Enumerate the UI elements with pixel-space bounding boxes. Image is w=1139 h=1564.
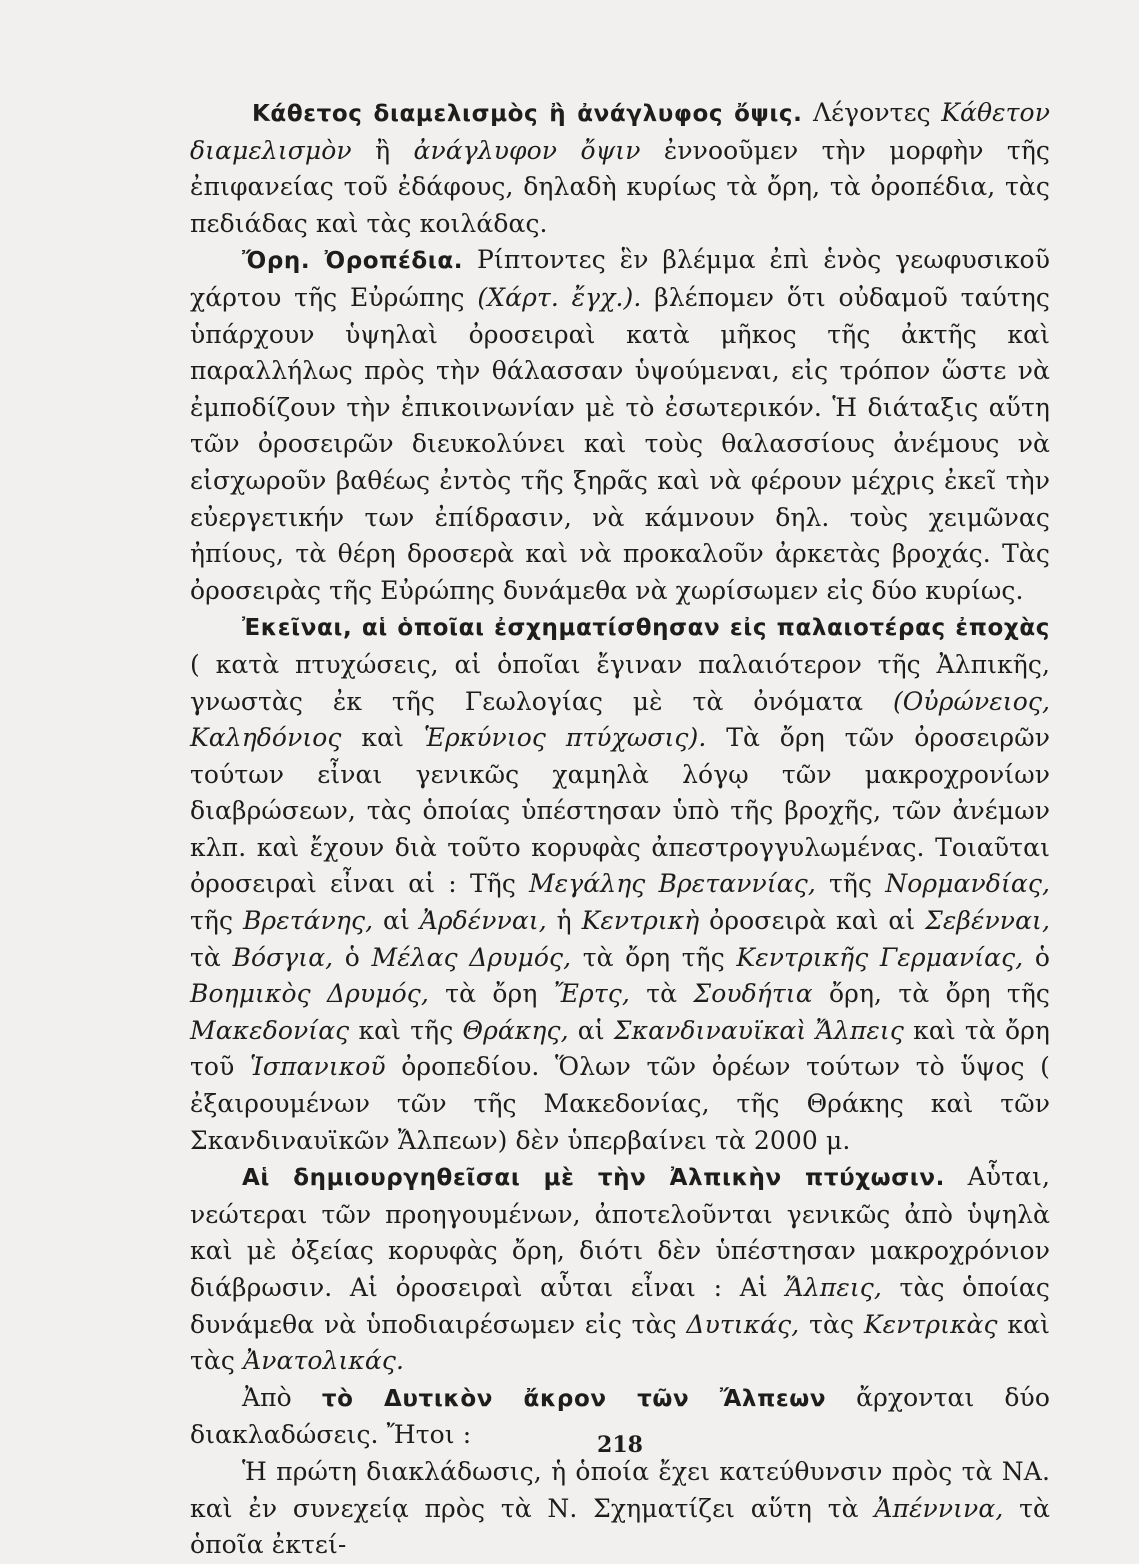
italic-text: ἀνάγλυφον ὄψιν [413, 135, 641, 165]
body-text-run: ὀροσειρὰ καὶ αἱ [699, 906, 926, 936]
paragraph-heading: Κάθετος διαμελισμὸς ἢ ἀνάγλυφος ὄψις. [252, 101, 803, 127]
body-text-run: ὁ [1023, 942, 1050, 972]
page-number: 218 [597, 1432, 643, 1458]
italic-text: (Οὐρώνειος, Καληδόνιος [190, 686, 1050, 753]
body-text-run: τῆς [815, 869, 886, 899]
italic-text: Σκανδιναυϊκαὶ Ἄλπεις [613, 1015, 904, 1045]
paragraph-older-ranges [190, 609, 1050, 1159]
body-text-run: Τὰ ὄρη τῶν ὀροσειρῶν τούτων εἶναι γενικῶς χαμηλὰ λόγῳ τῶν μακροχρονίων διαβρώσεων, τὰς ὁποίας ὑπέστησαν ὑπὸ τῆς βροχῆς, τῶν ἀνέμων κλπ. καὶ ἔχουν διὰ τοῦτο κορυφὰς ἀπεστρογγυλωμένας. Τοιαῦται ὀροσειραὶ εἶναι αἱ : Τῆς [190, 723, 1050, 899]
paragraph-relief [190, 95, 1050, 242]
body-text-run: Ἡ πρώτη διακλάδωσις, ἡ ὁποία ἔχει κατεύθυνσιν πρὸς τὰ ΝΑ. καὶ ἐν συνεχείᾳ πρὸς τὰ Ν. Σχηματίζει αὕτη τὰ [190, 1456, 1050, 1523]
body-text-run: ( κατὰ πτυχώσεις, αἱ ὁποῖαι ἔγιναν παλαιότερον τῆς Ἀλπικῆς, γνωστὰς ἐκ τῆς Γεωλογίας μὲ τὰ ὀνόματα [190, 649, 1050, 716]
italic-text: Μέλας Δρυμός, [371, 942, 572, 972]
italic-text: Κεντρικὴ [581, 906, 700, 936]
paragraph-first-branch [190, 1454, 1050, 1564]
body-text-run: ὀροπεδίου. Ὅλων τῶν ὀρέων τούτων τὸ ὕψος ( ἐξαιρουμένων τῶν τῆς Μακεδονίας, τῆς Θράκης καὶ τῶν Σκανδιναυϊκῶν Ἄλπεων) δὲν ὑπερβαίνει τὰ 2000 μ. [190, 1052, 1050, 1155]
paragraph-mountains-plateaus [190, 242, 1050, 609]
italic-text: Ἀρδένναι, [419, 906, 547, 936]
paragraph-alpine-folding [190, 1159, 1050, 1380]
body-text-run: τὰ [190, 942, 233, 972]
body-text-run: καὶ τὰς [190, 1309, 1051, 1376]
italic-text: Ἀπέννινα, [874, 1493, 1004, 1523]
italic-text: Ἔρτς, [553, 979, 630, 1009]
body-text-run: Αὗται, νεώτεραι τῶν προηγουμένων, ἀποτελοῦνται γενικῶς ἀπὸ ὑψηλὰ καὶ μὲ ὀξείας κορυφὰς ὄρη, διότι δὲν ὑπέστησαν μακροχρόνιον διάβρωσιν. Αἱ ὀροσειραὶ αὗται εἶναι : Αἱ [190, 1162, 1050, 1302]
body-text-run: καὶ τῆς [349, 1015, 463, 1045]
italic-text: Ἀνατολικάς. [243, 1346, 405, 1376]
bold-text: τὸ Δυτικὸν ἄκρον τῶν Ἄλπεων [321, 1385, 827, 1412]
body-text-run: ὁ [333, 942, 372, 972]
paragraph-heading: Ἐκεῖναι, αἱ ὁποῖαι ἐσχηματίσθησαν εἰς παλαιοτέρας ἐποχὰς [242, 615, 1050, 642]
italic-text: Βόσγια, [232, 942, 334, 972]
body-text [190, 95, 1050, 1564]
italic-text: Νορμανδίας, [885, 869, 1050, 899]
italic-text: Κάθετον διαμελισμὸν [190, 98, 1050, 165]
body-text-run: τὰ ὄρη τῆς [571, 942, 737, 972]
italic-text: Κεντρικῆς Γερμανίας, [736, 942, 1024, 972]
body-text-run: ἐννοοῦμεν τὴν μορφὴν τῆς ἐπιφανείας τοῦ ἐδάφους, δηλαδὴ κυρίως τὰ ὄρη, τὰ ὀροπέδια, τὰς πεδιάδας καὶ τὰς κοιλάδας. [190, 135, 1051, 238]
italic-text: Μεγάλης Βρεταννίας, [529, 869, 816, 899]
italic-text: Κεντρικὰς [863, 1309, 998, 1339]
book-page [190, 95, 1051, 1560]
body-text-run: τὰ [629, 979, 694, 1009]
paragraph-heading: Ὄρη. Ὀροπέδια. [242, 248, 464, 275]
body-text-run: καὶ [341, 723, 424, 753]
italic-text: Μακεδονίας [190, 1015, 350, 1045]
body-text-run: τὰς [799, 1309, 864, 1339]
italic-text: Ἱσπανικοῦ [249, 1052, 386, 1082]
body-text-run: Λέγοντες [802, 98, 942, 127]
body-text-run: Ρίπτοντες ἓν βλέμμα ἐπὶ ἑνὸς γεωφυσικοῦ χάρτου τῆς Εὐρώπης [190, 245, 1050, 312]
italic-text: Σεβένναι, [925, 906, 1050, 936]
body-text-run: τὰ ὄρη [428, 979, 554, 1009]
italic-text: Ἑρκύνιος πτύχωσις). [423, 723, 707, 753]
italic-text: Βρετάνης, [242, 906, 374, 936]
body-text-run: τὰ ὁποῖα ἐκτεί- [190, 1493, 1050, 1560]
body-text-run: ἢ [351, 135, 414, 165]
body-text-run: αἱ [568, 1015, 614, 1045]
body-text-run: αἱ [373, 906, 420, 936]
body-text-run: καὶ τὰ ὄρη τοῦ [190, 1015, 1050, 1082]
body-text-run: βλέπομεν ὅτι οὐδαμοῦ ταύτης ὑπάρχουν ὑψηλαὶ ὀροσειραὶ κατὰ μῆκος τῆς ἀκτῆς καὶ παραλλήλως πρὸς τὴν θάλασσαν ὑψούμεναι, εἰς τρόπον ὥστε νὰ ἐμποδίζουν τὴν ἐπικοινωνίαν μὲ τὸ ἐσωτερικόν. Ἡ διάταξις αὕτη τῶν ὀροσειρῶν διευκολύνει καὶ τοὺς θαλασσίους ἀνέμους νὰ εἰσχωροῦν βαθέως ἐντὸς τῆς ξηρᾶς καὶ νὰ φέρουν μέχρις ἐκεῖ τὴν εὐεργετικήν των ἐπίδρασιν, νὰ κάμνουν δηλ. τοὺς χειμῶνας ἠπίους, τὰ θέρη δροσερὰ καὶ νὰ προκαλοῦν ἀρκετὰς βροχάς. Τὰς ὀροσειρὰς τῆς Εὐρώπης δυνάμεθα νὰ χωρίσωμεν εἰς δύο κυρίως. [190, 282, 1050, 605]
body-text-run: ἄρχονται δύο διακλαδώσεις. Ἤτοι : [190, 1382, 1050, 1450]
body-text-run: ὄρη, τὰ ὄρη τῆς [812, 979, 1051, 1009]
italic-text: Δυτικάς, [686, 1309, 800, 1339]
body-text-run: Ἀπὸ [242, 1382, 322, 1412]
paragraph-heading: Αἱ δημιουργηθεῖσαι μὲ τὴν Ἀλπικὴν πτύχωσιν. [242, 1165, 945, 1192]
body-text-run: τὰς ὁποίας δυνάμεθα νὰ ὑποδιαιρέσωμεν εἰς τὰς [190, 1273, 1050, 1339]
italic-text: (Χάρτ. ἔγχ.). [477, 282, 642, 312]
italic-text: Βοημικὸς Δρυμός, [190, 979, 429, 1009]
italic-text: Ἄλπεις, [785, 1273, 882, 1302]
body-text-run: τῆς [190, 906, 243, 936]
body-text-run: ἡ [546, 906, 582, 936]
italic-text: Σουδήτια [693, 979, 813, 1009]
italic-text: Θράκης, [462, 1015, 569, 1045]
